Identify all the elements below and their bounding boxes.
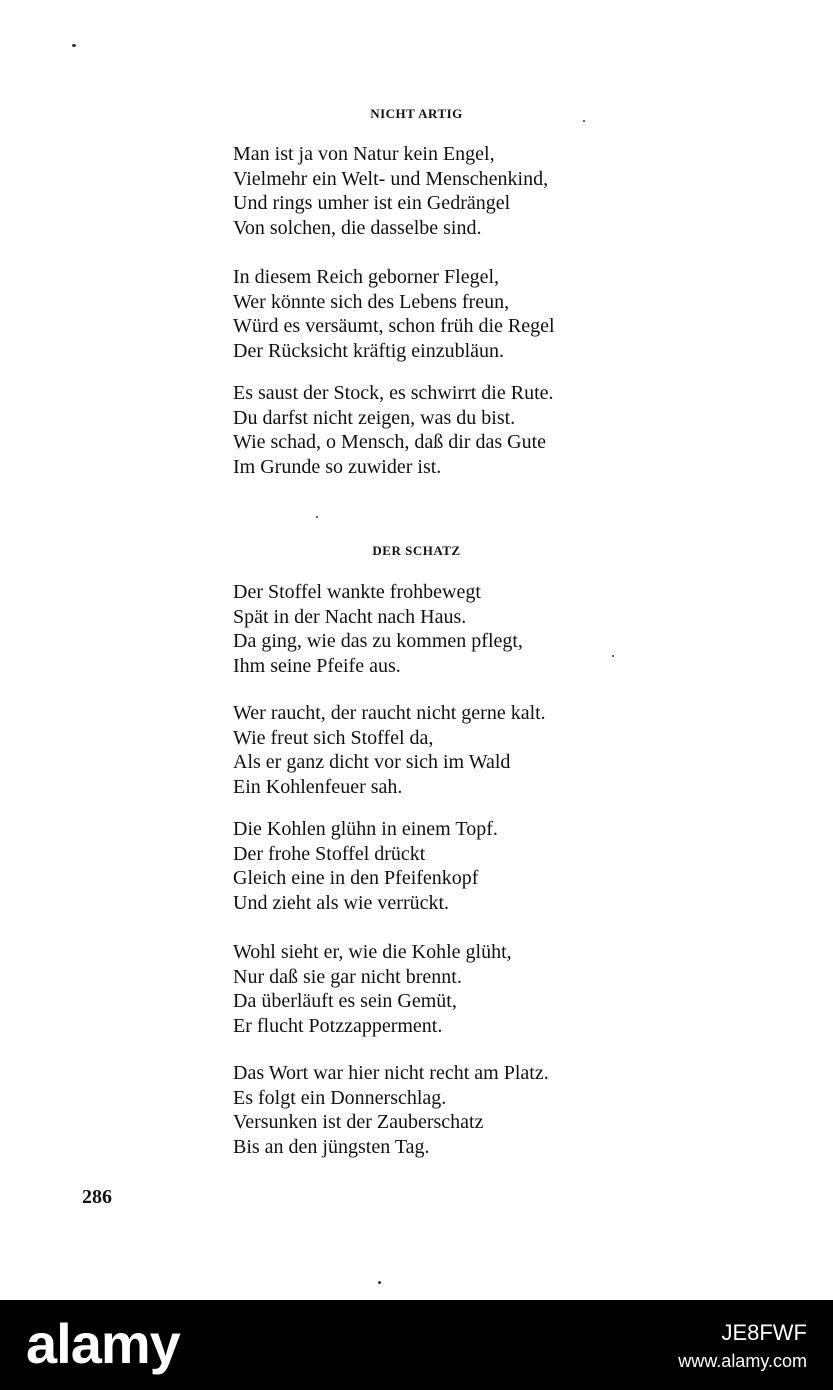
verse-line: Wohl sieht er, wie die Kohle glüht, bbox=[233, 941, 512, 963]
verse-line: Die Kohlen glühn in einem Topf. bbox=[233, 818, 498, 840]
verse-line: Wie schad, o Mensch, daß dir das Gute bbox=[233, 431, 546, 453]
verse-line: Versunken ist der Zauberschatz bbox=[233, 1111, 484, 1133]
stanza bbox=[233, 701, 653, 799]
verse-line: Und rings umher ist ein Gedrängel bbox=[233, 192, 511, 214]
stanza bbox=[233, 142, 653, 240]
verse-line: Der Stoffel wankte frohbewegt bbox=[233, 581, 481, 603]
verse-line: In diesem Reich geborner Flegel, bbox=[233, 266, 500, 288]
verse-line: Als er ganz dicht vor sich im Wald bbox=[233, 751, 511, 773]
poem-title bbox=[0, 543, 833, 559]
verse-line: Es saust der Stock, es schwirrt die Rute. bbox=[233, 382, 554, 404]
verse-line: Gleich eine in den Pfeifenkopf bbox=[233, 867, 479, 889]
stanza bbox=[233, 1061, 653, 1159]
poem-title-text: NICHT ARTIG bbox=[370, 106, 463, 121]
verse-line: Wer könnte sich des Lebens freun, bbox=[233, 290, 510, 313]
verse-line: Da überläuft es sein Gemüt, bbox=[233, 990, 457, 1012]
verse-line: Ihm seine Pfeife aus. bbox=[233, 654, 401, 677]
page-number: 286 bbox=[82, 1186, 112, 1208]
verse-line: Das Wort war hier nicht recht am Platz. bbox=[233, 1062, 549, 1084]
stanza bbox=[233, 381, 653, 479]
print-speck bbox=[316, 516, 318, 518]
verse-line: Spät in der Nacht nach Haus. bbox=[233, 605, 467, 628]
verse-line: Du darfst nicht zeigen, was du bist. bbox=[233, 406, 516, 429]
watermark-url: www.alamy.com bbox=[678, 1351, 807, 1371]
verse-line: Da ging, wie das zu kommen pflegt, bbox=[233, 630, 523, 652]
verse-line: Würd es versäumt, schon früh die Regel bbox=[233, 315, 555, 337]
verse-line: Von solchen, die dasselbe sind. bbox=[233, 216, 482, 239]
watermark-logo: alamy bbox=[26, 1312, 180, 1375]
stanza bbox=[233, 265, 653, 363]
verse-line: Der frohe Stoffel drückt bbox=[233, 842, 426, 865]
stanza bbox=[233, 580, 653, 678]
stanza bbox=[233, 817, 653, 915]
verse-line: Es folgt ein Donnerschlag. bbox=[233, 1086, 447, 1109]
watermark-bar bbox=[0, 1300, 833, 1390]
verse-line: Vielmehr ein Welt- und Menschenkind, bbox=[233, 167, 549, 190]
verse-line: Im Grunde so zuwider ist. bbox=[233, 455, 442, 478]
poem-title bbox=[0, 106, 833, 122]
verse-line: Bis an den jüngsten Tag. bbox=[233, 1135, 430, 1158]
poem-title-text: DER SCHATZ bbox=[372, 543, 461, 558]
verse-line: Man ist ja von Natur kein Engel, bbox=[233, 143, 495, 165]
verse-line: Der Rücksicht kräftig einzubläun. bbox=[233, 339, 505, 362]
verse-line: Ein Kohlenfeuer sah. bbox=[233, 775, 403, 798]
verse-line: Wie freut sich Stoffel da, bbox=[233, 726, 434, 749]
verse-line: Und zieht als wie verrückt. bbox=[233, 891, 450, 914]
verse-line: Nur daß sie gar nicht brennt. bbox=[233, 965, 462, 988]
print-speck bbox=[378, 1281, 381, 1284]
verse-line: Wer raucht, der raucht nicht gerne kalt. bbox=[233, 702, 546, 724]
watermark-image-id: JE8FWF bbox=[721, 1320, 807, 1345]
verse-line: Er flucht Potzzapperment. bbox=[233, 1014, 443, 1037]
stanza bbox=[233, 940, 653, 1038]
print-speck bbox=[72, 44, 76, 47]
